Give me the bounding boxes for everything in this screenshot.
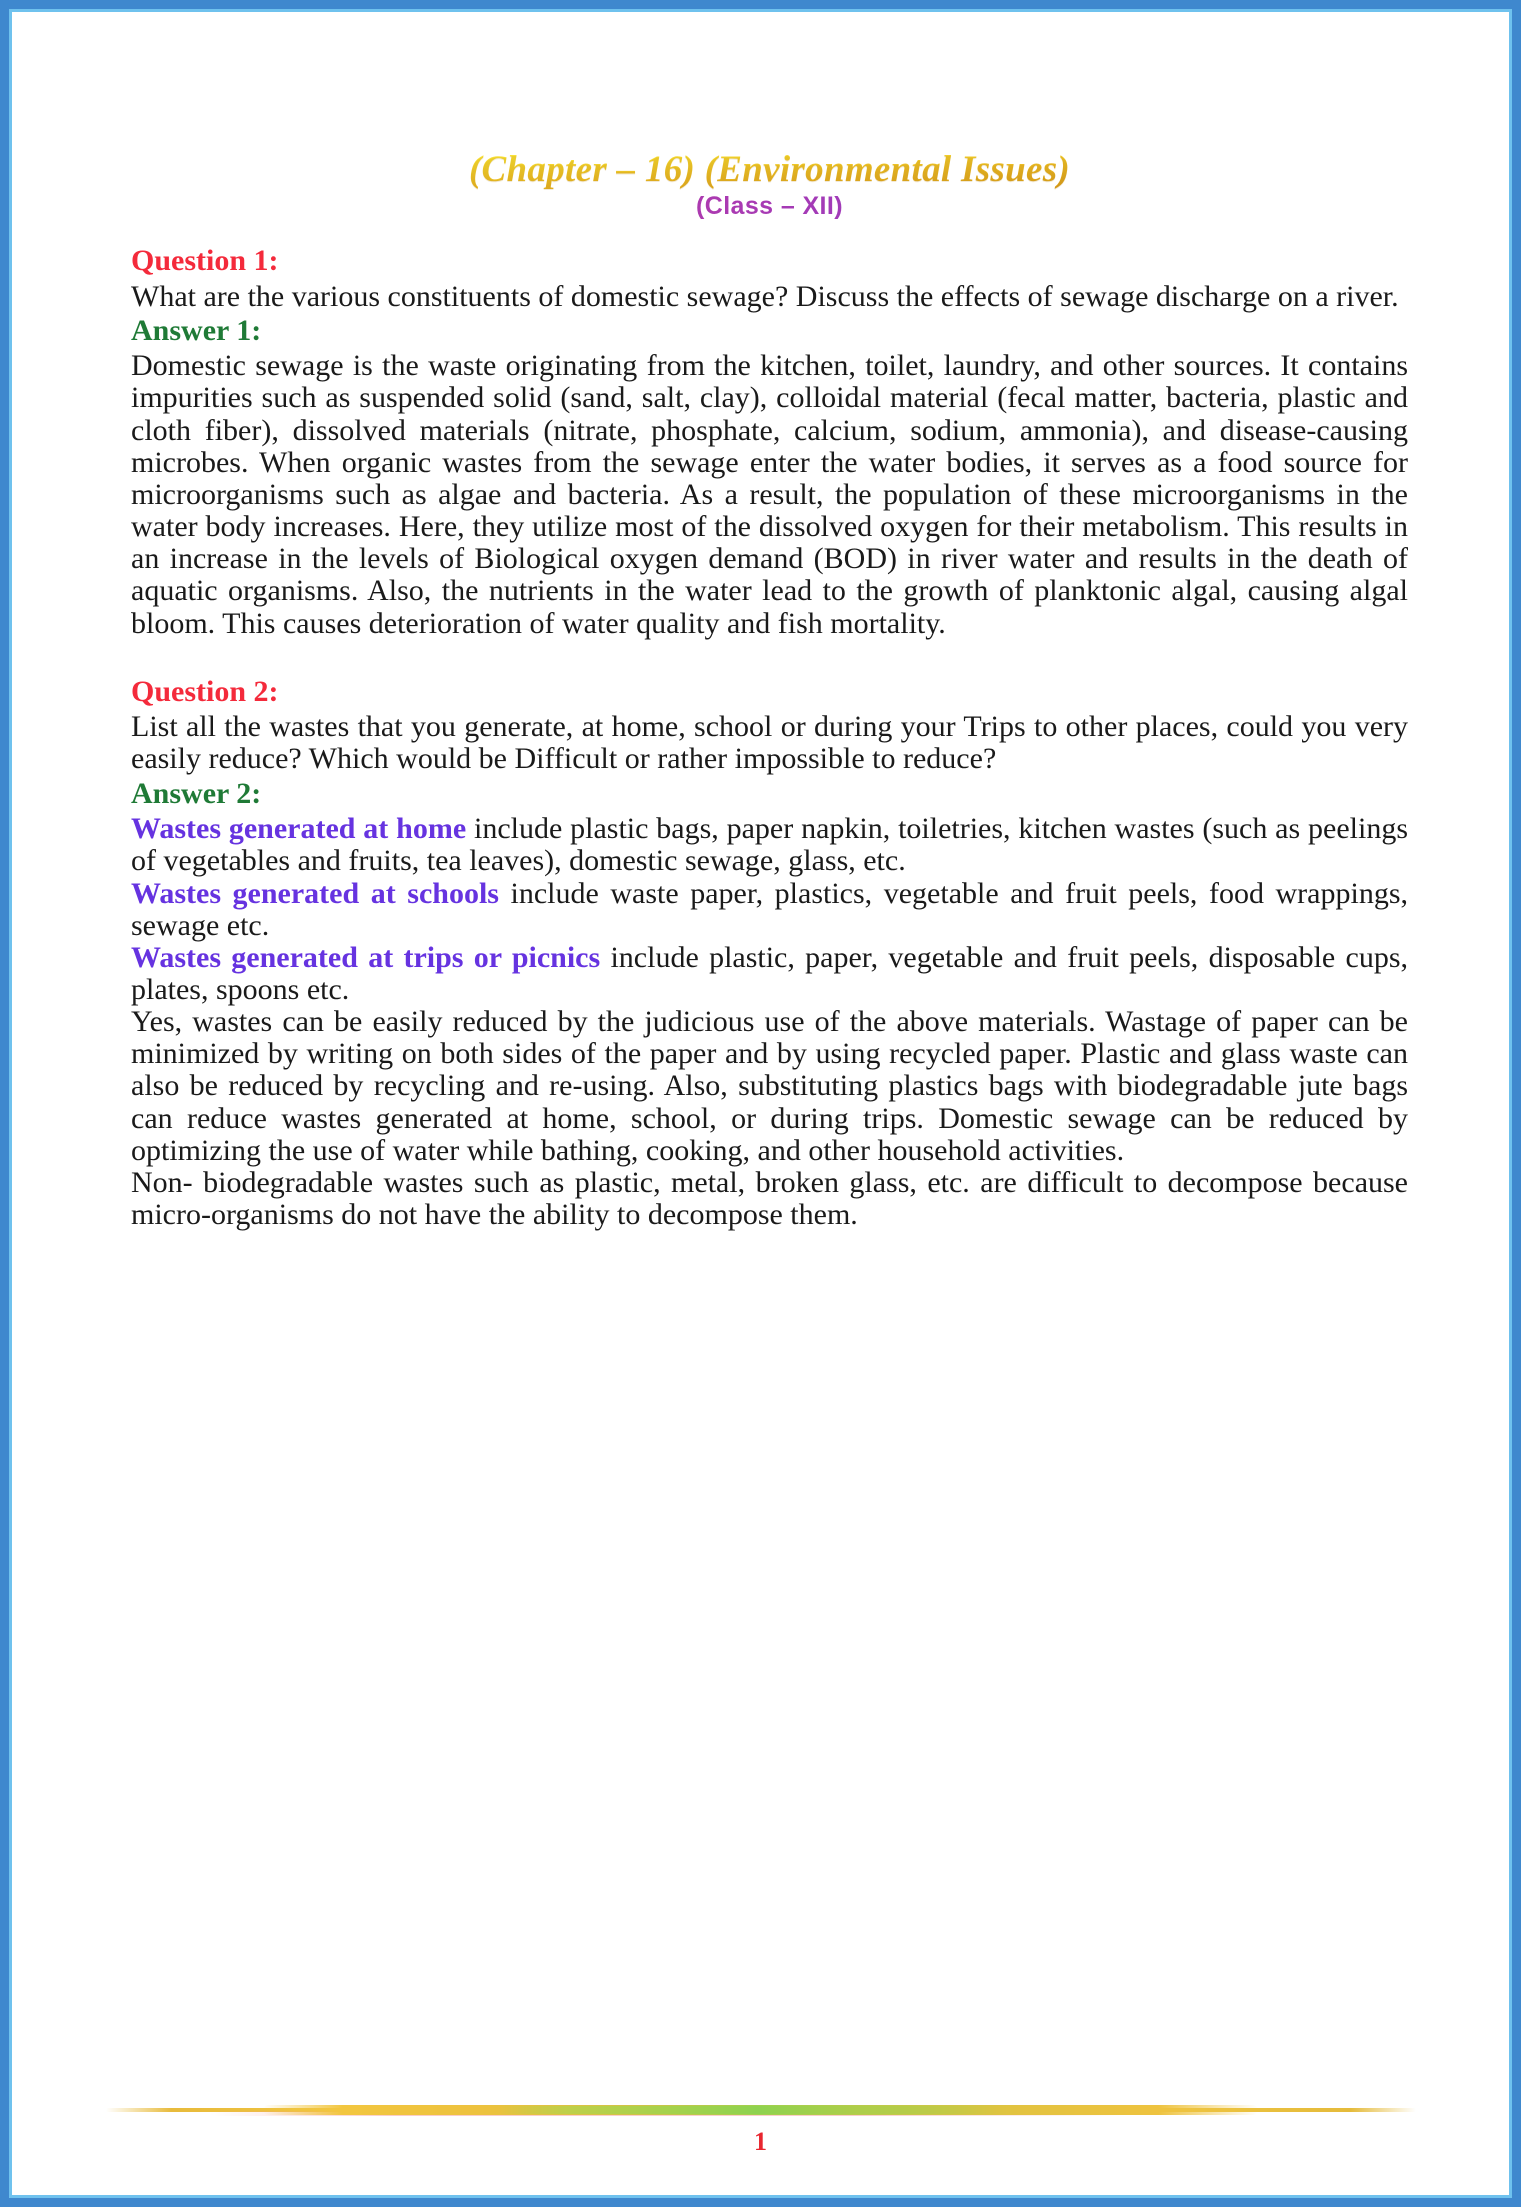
section-spacer	[131, 640, 1408, 674]
footer-rule-green-core	[499, 2106, 997, 2114]
page-subtitle: (Class – XII)	[131, 192, 1408, 221]
answer-1-label: Answer 1:	[131, 313, 262, 347]
question-1-label: Question 1:	[131, 243, 279, 277]
page-title: (Chapter – 16) (Environmental Issues)	[131, 150, 1408, 190]
qa-section-2	[131, 674, 1408, 1232]
answer-2-block-nonbiodegradable: Non- biodegradable wastes such as plastic, metal, broken glass, etc. are difficult to decompose because micro-organisms do not have the ability to decompose them.	[131, 1165, 1408, 1232]
answer-1-paragraph: Domestic sewage is the waste originating from the kitchen, toilet, laundry, and other sources. It contains impurities such as suspended solid (sand, salt, clay), colloidal material (fecal matter, bacteria, plastic and cloth fiber), dissolved materials (nitrate, phosphate, calcium, sodium, ammonia), and disease-causing microbes. When organic wastes from the sewage enter the water bodies, it serves as a food source for microorganisms such as algae and bacteria. As a result, the population of these microorganisms in the water body increases. Here, they utilize most of the dissolved oxygen for their metabolism. This results in an increase in the levels of Biological oxygen demand (BOD) in river water and results in the death of aquatic organisms. Also, the nutrients in the water lead to the growth of planktonic algal, causing algal bloom. This causes deterioration of water quality and fish mortality.	[131, 349, 1408, 640]
footer-decorative-rule	[106, 2101, 1416, 2119]
page-number: 1	[754, 2127, 767, 2156]
answer-2-block-trips	[131, 942, 1408, 1006]
qa-section-1	[131, 243, 1408, 640]
subheading-wastes-at-home: Wastes generated at home	[131, 812, 467, 846]
subheading-wastes-at-trips: Wastes generated at trips or picnics	[131, 940, 601, 974]
question-1-text: What are the various constituents of domestic sewage? Discuss the effects of sewage discharge on a river.	[131, 279, 1399, 313]
answer-2-block-home	[131, 813, 1408, 877]
answer-2-text-trips: include plastic, paper, vegetable and fruit peels, disposable cups, plates, spoons etc.	[131, 940, 1408, 1006]
answer-2-block-schools	[131, 878, 1408, 942]
subheading-wastes-at-schools: Wastes generated at schools	[131, 876, 499, 910]
answer-2-text-home: include plastic bags, paper napkin, toiletries, kitchen wastes (such as peelings of vegetables and fruits, tea leaves), domestic sewage, glass, etc.	[131, 812, 1408, 878]
document-content	[131, 150, 1408, 1231]
answer-2-text-schools: include waste paper, plastics, vegetable and fruit peels, food wrappings, sewage etc.	[131, 876, 1408, 942]
question-2-label: Question 2:	[131, 674, 279, 708]
answer-2-label: Answer 2:	[131, 776, 262, 810]
question-2-text: List all the wastes that you generate, at home, school or during your Trips to other places, could you very easily reduce? Which would be Difficult or rather impossible to reduce?	[131, 710, 1408, 776]
page-footer	[0, 2101, 1521, 2155]
answer-2-block-reduction: Yes, wastes can be easily reduced by the judicious use of the above materials. Wastage of paper can be minimized by writing on both sides of the paper and by using recycled paper. Plastic and glass waste can also be reduced by recycling and re-using. Also, substituting plastics bags with biodegradable jute bags can reduce wastes generated at home, school, or during trips. Domestic sewage can be reduced by optimizing the use of water while bathing, cooking, and other household activities.	[131, 1005, 1408, 1167]
